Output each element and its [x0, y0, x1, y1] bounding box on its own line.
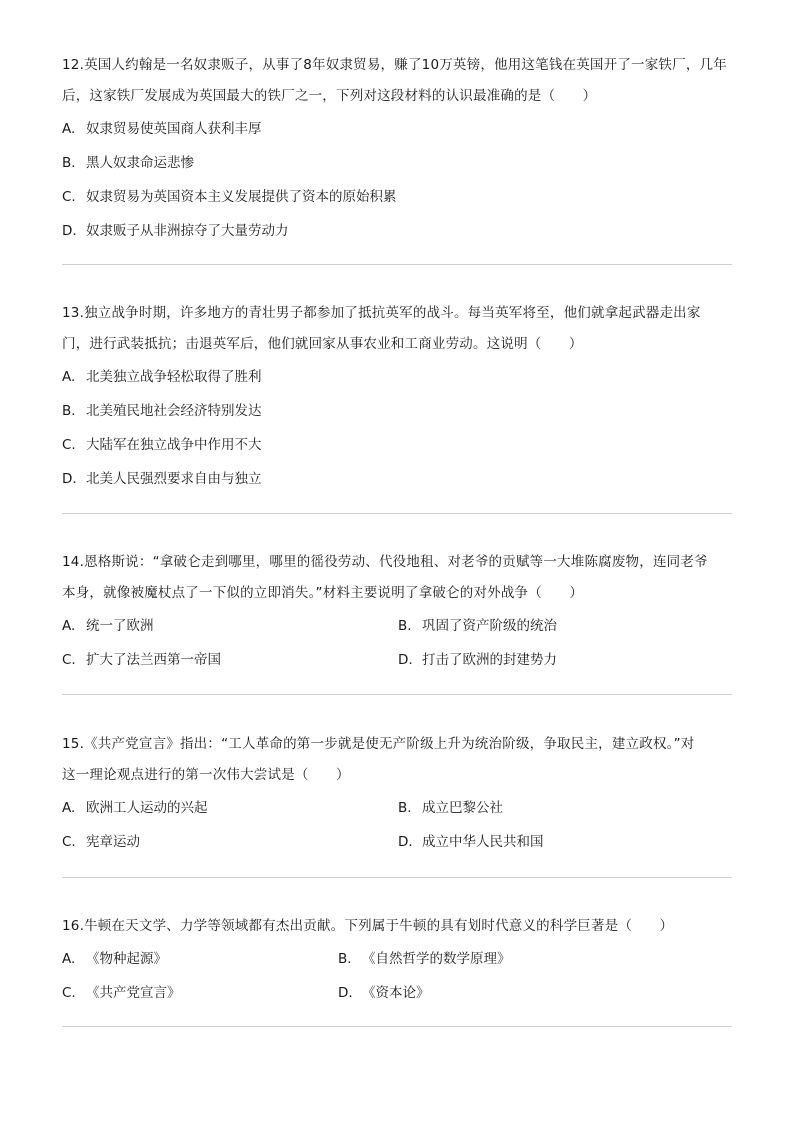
- option-text: 《资本论》: [362, 985, 430, 1001]
- option-c[interactable]: [62, 825, 398, 859]
- option-c[interactable]: [62, 643, 398, 677]
- option-a[interactable]: [62, 791, 398, 825]
- option-c[interactable]: [62, 180, 734, 214]
- option-text: 奴隶贸易使英国商人获利丰厚: [86, 121, 262, 137]
- option-text: 奴隶贩子从非洲掠夺了大量劳动力: [86, 223, 289, 239]
- option-letter: B.: [398, 618, 412, 634]
- option-row: [62, 976, 734, 1010]
- divider: [62, 694, 732, 695]
- stem-line: 本身，就像被魔杖点了一下似的立即消失。”材料主要说明了拿破仑的对外战争（ ）: [62, 585, 584, 601]
- option-text: 成立中华人民共和国: [422, 834, 544, 850]
- option-letter: C.: [62, 985, 76, 1001]
- option-letter: B.: [398, 800, 412, 816]
- option-row: [62, 643, 734, 677]
- option-row: [62, 791, 734, 825]
- option-letter: D.: [398, 652, 413, 668]
- question-14-stem: [62, 547, 734, 609]
- question-16-stem: [62, 911, 734, 942]
- stem-line: 13.独立战争时期，许多地方的青壮男子都参加了抵抗英军的战斗。每当英军将至，他们就拿起武器走出家: [62, 305, 701, 321]
- stem-line: 门，进行武装抵抗；击退英军后，他们就回家从事农业和工商业劳动。这说明（ ）: [62, 336, 583, 352]
- option-b[interactable]: [398, 609, 557, 643]
- option-letter: B.: [62, 155, 76, 171]
- option-text: 《共产党宣言》: [86, 985, 181, 1001]
- option-a[interactable]: [62, 112, 734, 146]
- option-row: [62, 942, 734, 976]
- stem-line: 12.英国人约翰是一名奴隶贩子，从事了8年奴隶贸易，赚了10万英镑，他用这笔钱在英国开了一家铁厂，几年: [62, 57, 727, 73]
- option-text: 北美人民强烈要求自由与独立: [86, 471, 262, 487]
- option-text: 北美独立战争轻松取得了胜利: [86, 369, 262, 385]
- question-16: [62, 911, 734, 1010]
- option-letter: D.: [338, 985, 353, 1001]
- option-letter: C.: [62, 189, 76, 205]
- divider: [62, 877, 732, 878]
- option-text: 统一了欧洲: [86, 618, 154, 634]
- option-b[interactable]: [338, 942, 511, 976]
- option-text: 打击了欧洲的封建势力: [422, 652, 557, 668]
- stem-line: 14.恩格斯说：“拿破仑走到哪里，哪里的徭役劳动、代役地租、对老爷的贡赋等一大堆陈腐废物，连同老爷: [62, 554, 708, 570]
- option-d[interactable]: [398, 825, 544, 859]
- option-d[interactable]: [398, 643, 557, 677]
- option-b[interactable]: [398, 791, 503, 825]
- question-12-stem: [62, 50, 734, 112]
- divider: [62, 264, 732, 265]
- option-letter: C.: [62, 834, 76, 850]
- option-letter: D.: [62, 223, 77, 239]
- option-text: 《自然哲学的数学原理》: [362, 951, 511, 967]
- question-15-stem: [62, 729, 734, 791]
- option-text: 欧洲工人运动的兴起: [86, 800, 208, 816]
- option-c[interactable]: [62, 428, 734, 462]
- question-15: [62, 729, 734, 859]
- question-12: [62, 50, 734, 248]
- option-c[interactable]: [62, 976, 338, 1010]
- option-d[interactable]: [62, 462, 734, 496]
- divider: [62, 513, 732, 514]
- option-letter: C.: [62, 437, 76, 453]
- option-letter: B.: [338, 951, 352, 967]
- question-13-stem: [62, 298, 734, 360]
- option-text: 扩大了法兰西第一帝国: [86, 652, 221, 668]
- stem-line: 后，这家铁厂发展成为英国最大的铁厂之一，下列对这段材料的认识最准确的是（ ）: [62, 88, 597, 104]
- option-text: 成立巴黎公社: [422, 800, 503, 816]
- option-b[interactable]: [62, 394, 734, 428]
- option-letter: A.: [62, 951, 76, 967]
- option-a[interactable]: [62, 942, 338, 976]
- option-row: [62, 609, 734, 643]
- option-a[interactable]: [62, 360, 734, 394]
- option-letter: D.: [62, 471, 77, 487]
- option-text: 《物种起源》: [86, 951, 167, 967]
- option-a[interactable]: [62, 609, 398, 643]
- option-text: 巩固了资产阶级的统治: [422, 618, 557, 634]
- option-d[interactable]: [62, 214, 734, 248]
- divider: [62, 1026, 732, 1027]
- option-letter: B.: [62, 403, 76, 419]
- option-text: 大陆军在独立战争中作用不大: [86, 437, 262, 453]
- option-b[interactable]: [62, 146, 734, 180]
- option-letter: A.: [62, 369, 76, 385]
- option-letter: A.: [62, 800, 76, 816]
- stem-line: 16.牛顿在天文学、力学等领域都有杰出贡献。下列属于牛顿的具有划时代意义的科学巨著是（ ）: [62, 918, 674, 934]
- option-letter: C.: [62, 652, 76, 668]
- option-letter: A.: [62, 618, 76, 634]
- question-13: [62, 298, 734, 496]
- option-text: 宪章运动: [86, 834, 140, 850]
- option-row: [62, 825, 734, 859]
- stem-line: 15.《共产党宣言》指出：“工人革命的第一步就是使无产阶级上升为统治阶级，争取民主，建立政权。”对: [62, 736, 695, 752]
- option-letter: D.: [398, 834, 413, 850]
- question-14: [62, 547, 734, 677]
- option-letter: A.: [62, 121, 76, 137]
- stem-line: 这一理论观点进行的第一次伟大尝试是（ ）: [62, 767, 350, 783]
- option-text: 奴隶贸易为英国资本主义发展提供了资本的原始积累: [86, 189, 397, 205]
- option-text: 北美殖民地社会经济特别发达: [86, 403, 262, 419]
- option-d[interactable]: [338, 976, 430, 1010]
- option-text: 黑人奴隶命运悲惨: [86, 155, 194, 171]
